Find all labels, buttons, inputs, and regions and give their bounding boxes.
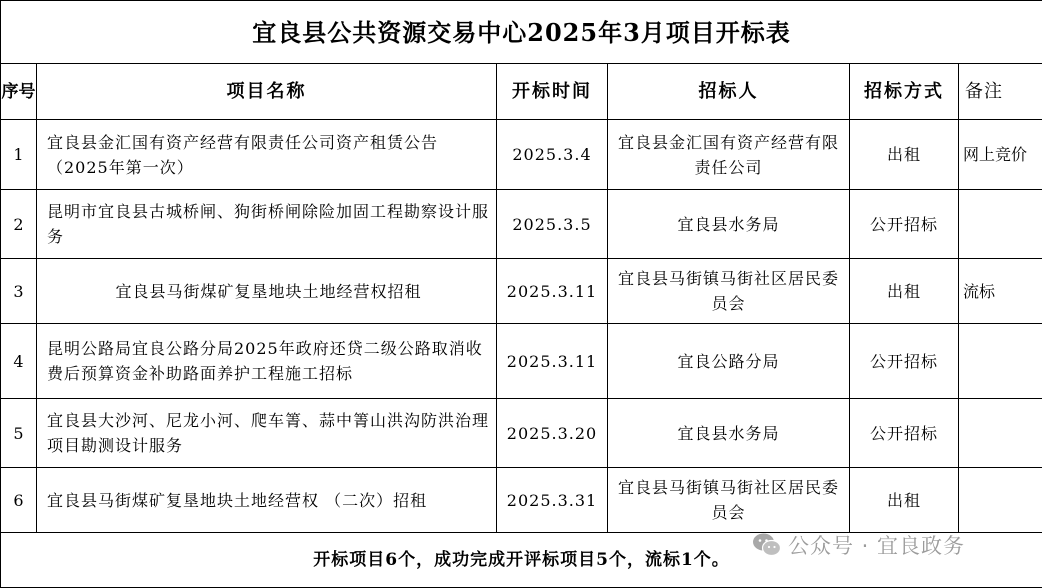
row-seq: 6 (1, 468, 37, 533)
table-row (1, 190, 1042, 259)
row-note: 网上竞价 (959, 120, 1042, 190)
header-row (1, 64, 1042, 120)
row-open-time: 2025.3.5 (497, 190, 608, 259)
table-row (1, 259, 1042, 324)
row-bidder: 宜良县水务局 (608, 399, 850, 468)
row-bidder: 宜良县水务局 (608, 190, 850, 259)
row-note (959, 324, 1042, 399)
row-project-name: 昆明公路局宜良公路分局2025年政府还贷二级公路取消收费后预算资金补助路面养护工程施工招标 (37, 324, 497, 399)
row-seq: 4 (1, 324, 37, 399)
row-method: 公开招标 (850, 190, 959, 259)
row-open-time: 2025.3.20 (497, 399, 608, 468)
row-project-name: 宜良县马街煤矿复垦地块土地经营权招租 (37, 259, 497, 324)
row-note (959, 190, 1042, 259)
row-note: 流标 (959, 259, 1042, 324)
row-seq: 3 (1, 259, 37, 324)
row-bidder: 宜良县马街镇马街社区居民委员会 (608, 468, 850, 533)
row-project-name: 昆明市宜良县古城桥闸、狗街桥闸除险加固工程勘察设计服务 (37, 190, 497, 259)
row-method: 出租 (850, 120, 959, 190)
row-bidder: 宜良公路分局 (608, 324, 850, 399)
row-open-time: 2025.3.11 (497, 324, 608, 399)
row-method: 公开招标 (850, 399, 959, 468)
row-bidder: 宜良县金汇国有资产经营有限责任公司 (608, 120, 850, 190)
header-method: 招标方式 (850, 64, 959, 120)
table-title: 宜良县公共资源交易中心2025年3月项目开标表 (1, 1, 1042, 64)
row-seq: 5 (1, 399, 37, 468)
table-row (1, 120, 1042, 190)
row-open-time: 2025.3.11 (497, 259, 608, 324)
table-row (1, 324, 1042, 399)
header-note: 备注 (959, 64, 1042, 120)
row-project-name: 宜良县金汇国有资产经营有限责任公司资产租赁公告（2025年第一次） (37, 120, 497, 190)
header-seq: 序号 (1, 64, 37, 120)
table-row (1, 468, 1042, 533)
row-seq: 2 (1, 190, 37, 259)
row-seq: 1 (1, 120, 37, 190)
row-bidder: 宜良县马街镇马街社区居民委员会 (608, 259, 850, 324)
row-method: 出租 (850, 468, 959, 533)
row-project-name: 宜良县大沙河、尼龙小河、爬车箐、蒜中箐山洪沟防洪治理项目勘测设计服务 (37, 399, 497, 468)
table-row (1, 399, 1042, 468)
row-method: 公开招标 (850, 324, 959, 399)
row-note (959, 468, 1042, 533)
row-note (959, 399, 1042, 468)
row-open-time: 2025.3.4 (497, 120, 608, 190)
header-time: 开标时间 (497, 64, 608, 120)
row-project-name: 宜良县马街煤矿复垦地块土地经营权 （二次）招租 (37, 468, 497, 533)
watermark-text: 公众号 · 宜良政务 (788, 530, 965, 560)
row-method: 出租 (850, 259, 959, 324)
header-bidder: 招标人 (608, 64, 850, 120)
summary-text: 开标项目6个，成功完成开评标项目5个，流标1个。 (1, 533, 1042, 588)
row-open-time: 2025.3.31 (497, 468, 608, 533)
header-name: 项目名称 (37, 64, 497, 120)
